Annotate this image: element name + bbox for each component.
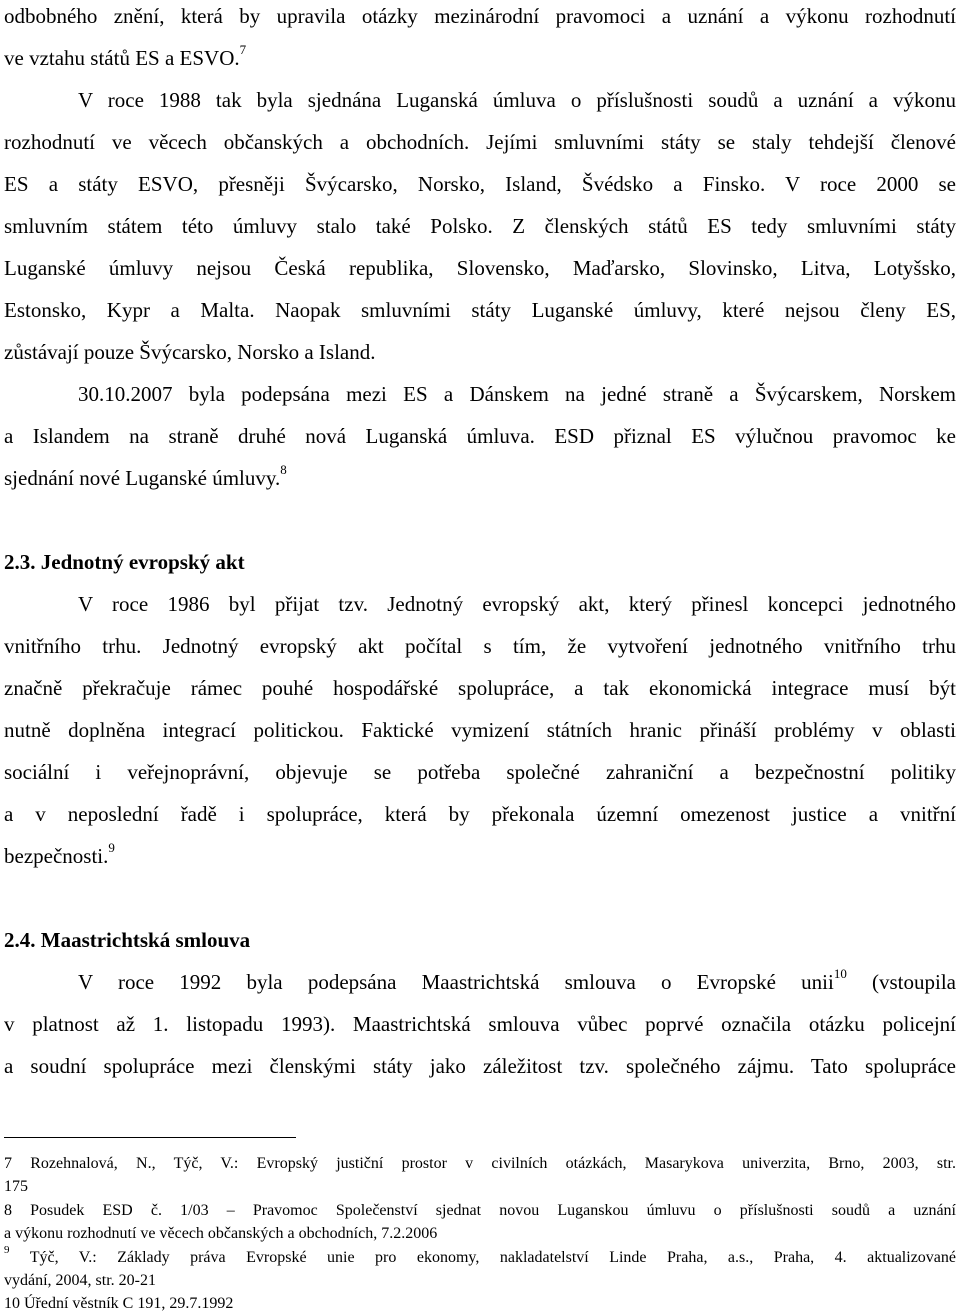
paragraph-line: odbobného znění, která by upravila otázky mezinárodní pravomoci a uznání a výkonu rozhodnutí [4,4,956,28]
footnote-7-cont: 175 [4,1178,28,1195]
footnote-ref: 10 [833,966,847,981]
section-heading: 2.4. Maastrichtská smlouva [4,928,251,952]
footnote-8: 8 Posudek ESD č. 1/03 – Pravomoc Společenství sjednat novou Luganskou úmluvu o příslušnosti soudů a uznání [4,1202,956,1219]
section-heading: 2.3. Jednotný evropský akt [4,550,245,574]
paragraph-line: Estonsko, Kypr a Malta. Naopak smluvními státy Luganské úmluvy, které nejsou členy ES, [4,298,956,322]
footnote-ref: 7 [239,42,247,57]
footnote-10: 10 Úřední věstník C 191, 29.7.1992 [4,1295,234,1312]
footnote-ref: 8 [280,462,287,477]
paragraph-line: Luganské úmluvy nejsou Česká republika, Slovensko, Maďarsko, Slovinsko, Litva, Lotyšsko, [4,256,956,280]
paragraph-line: smluvním státem této úmluvy stalo také Polsko. Z členských států ES tedy smluvními státy [4,214,956,238]
paragraph-line: zůstávají pouze Švýcarsko, Norsko a Island. [4,340,376,364]
paragraph-line: bezpečnosti.$^9$ [4,840,115,868]
paragraph-line: 30.10.2007 byla podepsána mezi ES a Dánskem na jedné straně a Švýcarskem, Norskem [78,382,956,406]
paragraph-line: nutně doplněna integrací politickou. Faktické vymizení státních hranic přináší problémy v oblasti [4,718,956,742]
footnote-9-cont: vydání, 2004, str. 20-21 [4,1272,156,1289]
footnote-7: 7 Rozehnalová, N., Týč, V.: Evropský justiční prostor v civilních otázkách, Masarykova univerzita, Brno, 2003, str. [4,1155,956,1172]
paragraph-line: v platnost až 1. listopadu 1993). Maastrichtská smlouva vůbec poprvé označila otázku policejní [4,1012,956,1036]
paragraph-line: a soudní spolupráce mezi členskými státy jako záležitost tzv. společného zájmu. Tato spolupráce [4,1054,956,1078]
paragraph-line: vnitřního trhu. Jednotný evropský akt počítal s tím, že vytvoření jednotného vnitřního trhu [4,634,956,658]
footnote-ref: 9 [108,840,115,855]
paragraph-line: sociální i veřejnoprávní, objevuje se potřeba společné zahraniční a bezpečnostní politiky [4,760,956,784]
paragraph-line: značně překračuje rámec pouhé hospodářské spolupráce, a tak ekonomická integrace musí být [4,676,956,700]
paragraph-line: rozhodnutí ve věcech občanských a obchodních. Jejími smluvními státy se staly tehdejší členové [4,130,956,154]
footnote-8-cont: a výkonu rozhodnutí ve věcech občanských a obchodních, 7.2.2006 [4,1225,438,1242]
paragraph-line: V roce 1986 byl přijat tzv. Jednotný evropský akt, který přinesl koncepci jednotného [78,592,956,616]
footnote-separator [4,1137,296,1138]
paragraph-line: V roce 1988 tak byla sjednána Luganská úmluva o příslušnosti soudů a uznání a výkonu [78,88,956,112]
paragraph-line: ES a státy ESVO, přesněji Švýcarsko, Norsko, Island, Švédsko a Finsko. V roce 2000 se [4,172,956,196]
paragraph-line: sjednání nové Luganské úmluvy.$^8$ [4,462,287,490]
footnote-9: $^9$ Týč, V.: Základy práva Evropské unie pro ekonomy, nakladatelství Linde Praha, a.s., Praha, 4. aktualizované [4,1243,956,1266]
paragraph-line: a v neposlední řadě i spolupráce, která by překonala územní omezenost justice a vnitřní [4,802,956,826]
paragraph-line: V roce 1992 byla podepsána Maastrichtská smlouva o Evropské unii$^{10}$ (vstoupila [78,966,956,994]
footnote-number: 9 [4,1243,10,1256]
paragraph-line: ve vztahu států ES a ESVO.$^7$ [4,42,247,70]
paragraph-line: a Islandem na straně druhé nová Luganská úmluva. ESD přiznal ES výlučnou pravomoc ke [4,424,956,448]
